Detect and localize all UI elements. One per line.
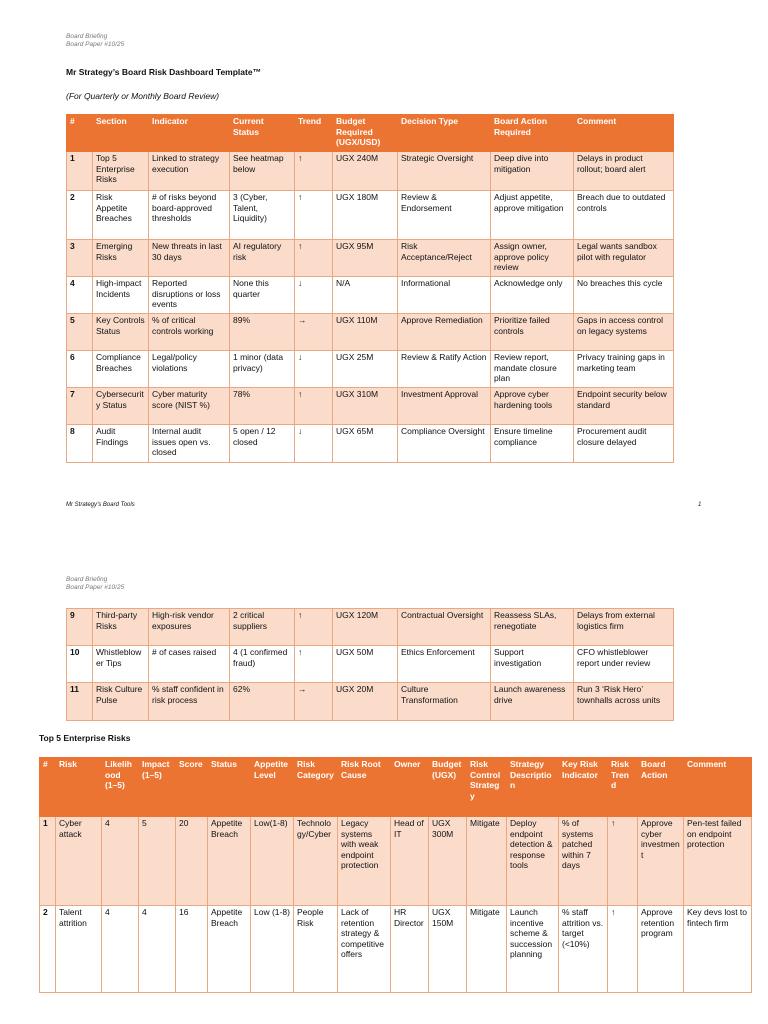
header-line-2: Board Paper #10/25 [66, 41, 125, 48]
column-header-risk-control-strategy: Risk Control Strategy [467, 758, 507, 817]
risk-dashboard-table-continued [66, 608, 674, 721]
row-number: 7 [67, 388, 93, 425]
header-board-briefing [66, 33, 124, 49]
table-cell: Cyber maturity score (NIST %) [149, 388, 230, 425]
column-header-score: Score [176, 758, 208, 817]
table-cell: Approve cyber investment [638, 817, 684, 906]
table-cell: See heatmap below [230, 152, 295, 191]
table-cell: → [295, 683, 333, 721]
table-row [67, 351, 674, 388]
table-cell: CFO whistleblower report under review [574, 646, 674, 683]
table-row [67, 191, 674, 240]
table-cell: Approve Remediation [398, 314, 491, 351]
row-number: 4 [67, 277, 93, 314]
table-cell: Linked to strategy execution [149, 152, 230, 191]
table-cell: UGX 180M [333, 191, 398, 240]
table-row [67, 425, 674, 463]
table-cell: % staff confident in risk process [149, 683, 230, 721]
table-cell: Delays from external logistics firm [574, 609, 674, 646]
table-cell: ↓ [295, 425, 333, 463]
column-header-section: Section [93, 115, 149, 152]
table-cell: ↓ [295, 351, 333, 388]
table-cell: UGX 240M [333, 152, 398, 191]
table-row [40, 906, 752, 993]
footer-left: Mr Strategy’s Board Tools [66, 502, 135, 508]
table-cell: % of systems patched within 7 days [559, 817, 608, 906]
table-row [40, 817, 752, 906]
table-cell: Informational [398, 277, 491, 314]
table-cell: Endpoint security below standard [574, 388, 674, 425]
table-cell: Reassess SLAs, renegotiate [491, 609, 574, 646]
table-cell: ↑ [295, 609, 333, 646]
table-cell: ↑ [295, 646, 333, 683]
table-cell: Risk Culture Pulse [93, 683, 149, 721]
table-row [67, 240, 674, 277]
table-cell: None this quarter [230, 277, 295, 314]
table-cell: Compliance Breaches [93, 351, 149, 388]
table-cell: Reported disruptions or loss events [149, 277, 230, 314]
column-header-board-action: Board Action [638, 758, 684, 817]
table-cell: AI regulatory risk [230, 240, 295, 277]
table-cell: → [295, 314, 333, 351]
column-header-budget-ugx: Budget (UGX) [429, 758, 467, 817]
column-header-status: Status [208, 758, 251, 817]
table-cell: 2 critical suppliers [230, 609, 295, 646]
table-cell: Delays in product rollout; board alert [574, 152, 674, 191]
header-line-1: Board Briefing [66, 33, 108, 40]
column-header-risk-root-cause: Risk Root Cause [338, 758, 391, 817]
row-number: 5 [67, 314, 93, 351]
table-cell: Cyber attack [56, 817, 102, 906]
column-header-: # [67, 115, 93, 152]
table-cell: 5 [139, 817, 176, 906]
row-number: 2 [40, 906, 56, 993]
row-number: 10 [67, 646, 93, 683]
header-board-briefing-page-2 [66, 576, 124, 592]
table-row [67, 646, 674, 683]
table-cell: 89% [230, 314, 295, 351]
table-cell: 3 (Cyber, Talent, Liquidity) [230, 191, 295, 240]
table-cell: ↓ [295, 277, 333, 314]
table-row [67, 609, 674, 646]
table-row [67, 314, 674, 351]
row-number: 11 [67, 683, 93, 721]
risk-dashboard-table [66, 114, 674, 463]
table-cell: Ensure timeline compliance [491, 425, 574, 463]
table-cell: 16 [176, 906, 208, 993]
table-cell: UGX 310M [333, 388, 398, 425]
row-number: 3 [67, 240, 93, 277]
row-number: 1 [67, 152, 93, 191]
column-header-strategy-description: Strategy Description [507, 758, 559, 817]
header-line-2: Board Paper #10/25 [66, 584, 125, 591]
table-cell: Emerging Risks [93, 240, 149, 277]
column-header-risk-trend: Risk Trend [608, 758, 638, 817]
table-cell: Risk Appetite Breaches [93, 191, 149, 240]
table-cell: No breaches this cycle [574, 277, 674, 314]
table-cell: Whistleblower Tips [93, 646, 149, 683]
table-cell: Privacy training gaps in marketing team [574, 351, 674, 388]
table-cell: High-impact Incidents [93, 277, 149, 314]
table-cell: ↑ [608, 817, 638, 906]
column-header-comment: Comment [684, 758, 752, 817]
column-header-trend: Trend [295, 115, 333, 152]
column-header-key-risk-indicator: Key Risk Indicator [559, 758, 608, 817]
column-header-risk-category: Risk Category [294, 758, 338, 817]
table-cell: Review & Ratify Action [398, 351, 491, 388]
table-cell: Key Controls Status [93, 314, 149, 351]
table-cell: 4 [102, 906, 139, 993]
table-cell: 5 open / 12 closed [230, 425, 295, 463]
table-row [67, 683, 674, 721]
column-header-impact-1-5: Impact (1–5) [139, 758, 176, 817]
table-cell: Lack of retention strategy & competitive offers [338, 906, 391, 993]
page-title: Mr Strategy’s Board Risk Dashboard Template™ [66, 67, 262, 77]
table-cell: UGX 95M [333, 240, 398, 277]
table-cell: ↑ [295, 152, 333, 191]
table-cell: Ethics Enforcement [398, 646, 491, 683]
table-cell: ↑ [608, 906, 638, 993]
table-cell: UGX 65M [333, 425, 398, 463]
table-cell: Prioritize failed controls [491, 314, 574, 351]
table-cell: UGX 150M [429, 906, 467, 993]
table-cell: ↑ [295, 191, 333, 240]
table-cell: Key devs lost to fintech firm [684, 906, 752, 993]
table-cell: Gaps in access control on legacy systems [574, 314, 674, 351]
column-header-comment: Comment [574, 115, 674, 152]
column-header-: # [40, 758, 56, 817]
table-row [67, 152, 674, 191]
row-number: 6 [67, 351, 93, 388]
table-cell: HR Director [391, 906, 429, 993]
table-cell: Audit Findings [93, 425, 149, 463]
table-cell: Culture Transformation [398, 683, 491, 721]
column-header-risk: Risk [56, 758, 102, 817]
table-cell: New threats in last 30 days [149, 240, 230, 277]
column-header-appetite-level: Appetite Level [251, 758, 294, 817]
column-header-board-action-required: Board Action Required [491, 115, 574, 152]
table-row [67, 277, 674, 314]
column-header-current-status: Current Status [230, 115, 295, 152]
column-header-likelihood-1-5: Likelihood (1–5) [102, 758, 139, 817]
row-number: 9 [67, 609, 93, 646]
table-cell: Internal audit issues open vs. closed [149, 425, 230, 463]
table-cell: 4 [139, 906, 176, 993]
table-cell: Breach due to outdated controls [574, 191, 674, 240]
table-cell: People Risk [294, 906, 338, 993]
table-cell: UGX 25M [333, 351, 398, 388]
table-cell: Head of IT [391, 817, 429, 906]
table-cell: UGX 50M [333, 646, 398, 683]
table-cell: Deep dive into mitigation [491, 152, 574, 191]
table-cell: ↑ [295, 388, 333, 425]
table-cell: Low (1-8) [251, 906, 294, 993]
table-cell: Approve retention program [638, 906, 684, 993]
table-cell: UGX 110M [333, 314, 398, 351]
table-cell: Procurement audit closure delayed [574, 425, 674, 463]
table-cell: Assign owner, approve policy review [491, 240, 574, 277]
table-cell: Appetite Breach [208, 906, 251, 993]
column-header-decision-type: Decision Type [398, 115, 491, 152]
table-cell: ↑ [295, 240, 333, 277]
table-cell: 78% [230, 388, 295, 425]
top5-risks-table [39, 757, 752, 993]
table-cell: UGX 20M [333, 683, 398, 721]
table-cell: % of critical controls working [149, 314, 230, 351]
table-cell: Technology/Cyber [294, 817, 338, 906]
table-cell: Legacy systems with weak endpoint protection [338, 817, 391, 906]
table-cell: 1 minor (data privacy) [230, 351, 295, 388]
table-row [67, 388, 674, 425]
table-cell: Compliance Oversight [398, 425, 491, 463]
table-cell: Launch incentive scheme & succession planning [507, 906, 559, 993]
table-cell: 62% [230, 683, 295, 721]
table-cell: 20 [176, 817, 208, 906]
table-cell: Contractual Oversight [398, 609, 491, 646]
column-header-owner: Owner [391, 758, 429, 817]
header-line-1: Board Briefing [66, 576, 108, 583]
table-cell: Legal wants sandbox pilot with regulator [574, 240, 674, 277]
table-cell: 4 (1 confirmed fraud) [230, 646, 295, 683]
row-number: 2 [67, 191, 93, 240]
footer-page-number: 1 [698, 502, 702, 508]
table-cell: Appetite Breach [208, 817, 251, 906]
table-cell: Review & Endorsement [398, 191, 491, 240]
table-cell: Top 5 Enterprise Risks [93, 152, 149, 191]
table-cell: # of cases raised [149, 646, 230, 683]
table-cell: Mitigate [467, 906, 507, 993]
table-cell: Acknowledge only [491, 277, 574, 314]
table-cell: Legal/policy violations [149, 351, 230, 388]
table-cell: Review report, mandate closure plan [491, 351, 574, 388]
top5-heading: Top 5 Enterprise Risks [39, 733, 131, 743]
table-cell: Talent attrition [56, 906, 102, 993]
table-cell: Cybersecurity Status [93, 388, 149, 425]
row-number: 8 [67, 425, 93, 463]
table-cell: 4 [102, 817, 139, 906]
table-cell: Strategic Oversight [398, 152, 491, 191]
table-cell: Approve cyber hardening tools [491, 388, 574, 425]
table-cell: Launch awareness drive [491, 683, 574, 721]
page-subtitle: (For Quarterly or Monthly Board Review) [66, 91, 220, 101]
table-cell: N/A [333, 277, 398, 314]
table-cell: Pen-test failed on endpoint protection [684, 817, 752, 906]
table-cell: UGX 300M [429, 817, 467, 906]
table-cell: Adjust appetite, approve mitigation [491, 191, 574, 240]
table-cell: Run 3 ‘Risk Hero’ townhalls across units [574, 683, 674, 721]
row-number: 1 [40, 817, 56, 906]
table-cell: Low(1-8) [251, 817, 294, 906]
table-cell: UGX 120M [333, 609, 398, 646]
table-cell: Deploy endpoint detection & response tools [507, 817, 559, 906]
table-cell: High-risk vendor exposures [149, 609, 230, 646]
table-cell: Risk Acceptance/Reject [398, 240, 491, 277]
table-cell: % staff attrition vs. target (<10%) [559, 906, 608, 993]
table-cell: Support investigation [491, 646, 574, 683]
column-header-indicator: Indicator [149, 115, 230, 152]
column-header-budget-required-ugx-usd: Budget Required (UGX/USD) [333, 115, 398, 152]
table-cell: Investment Approval [398, 388, 491, 425]
table-cell: Third-party Risks [93, 609, 149, 646]
table-cell: Mitigate [467, 817, 507, 906]
table-cell: # of risks beyond board-approved thresholds [149, 191, 230, 240]
